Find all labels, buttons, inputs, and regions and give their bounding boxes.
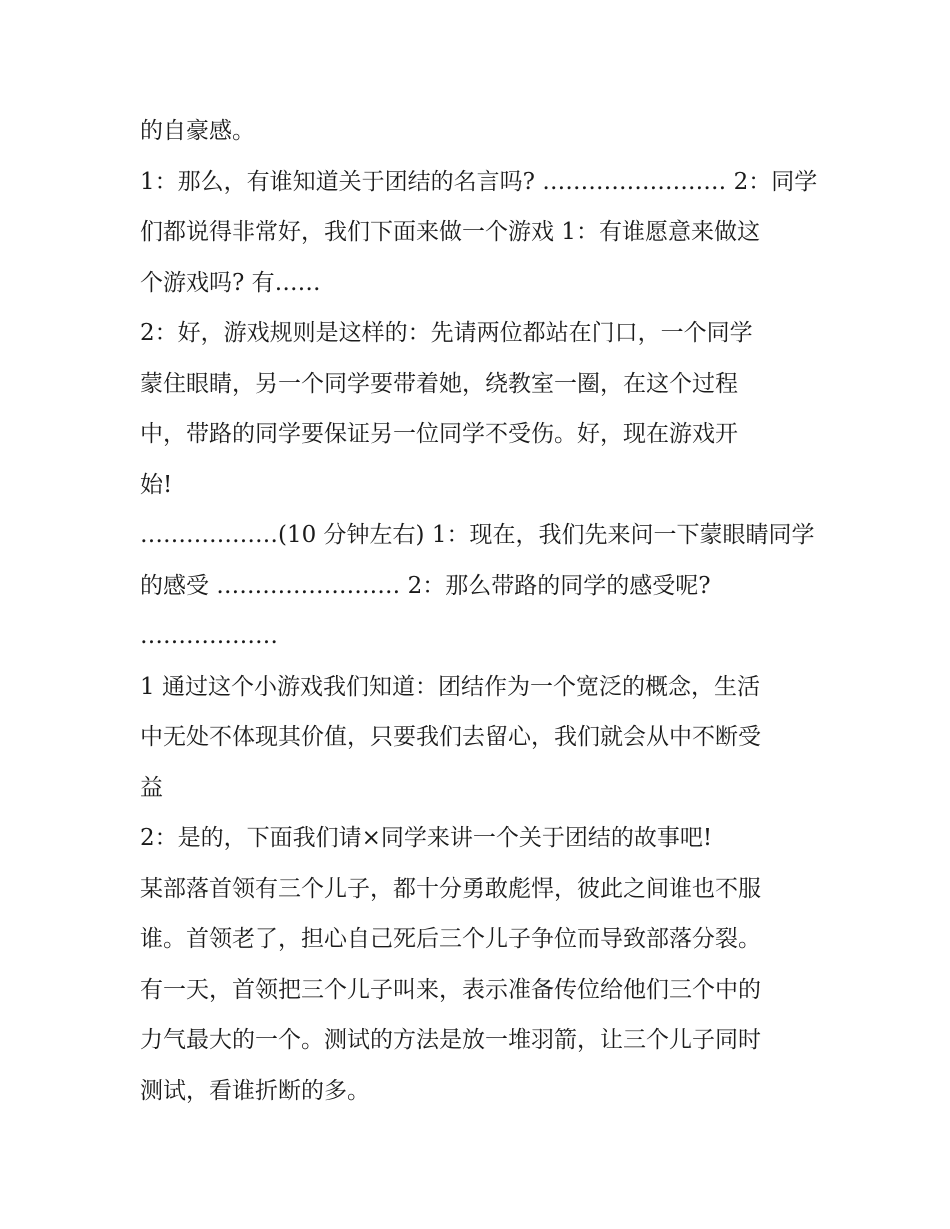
paragraph-story-intro: [140, 813, 820, 864]
text-line: 力气最大的一个。测试的方法是放一堆羽箭，让三个儿子同时: [140, 1027, 761, 1053]
text-line: 们都说得非常好，我们下面来做一个游戏 1：有谁愿意来做这: [140, 219, 760, 245]
document-body: [140, 106, 820, 1116]
paragraph-quotes-game-intro: [140, 157, 820, 309]
text-line: 2：好，游戏规则是这样的：先请两位都站在门口，一个同学: [140, 320, 753, 346]
text-line: 某部落首领有三个儿子，都十分勇敢彪悍，彼此之间谁也不服: [140, 875, 761, 902]
paragraph-game-rules: [140, 308, 820, 510]
text-line: 中，带路的同学要保证另一位同学不受伤。好，现在游戏开: [140, 421, 738, 447]
paragraph-lesson: [140, 662, 820, 814]
text-line: 有一天，首领把三个儿子叫来，表示准备传位给他们三个中的: [140, 976, 761, 1003]
text-line: 个游戏吗? 有……: [140, 269, 321, 296]
text-line: 2：是的，下面我们请×同学来讲一个关于团结的故事吧!: [140, 825, 713, 851]
text-line: 的感受 …………………… 2：那么带路的同学的感受呢?: [140, 572, 711, 599]
text-line: 谁。首领老了，担心自己死后三个儿子争位而导致部落分裂。: [140, 926, 761, 952]
text-line: 1：那么，有谁知道关于团结的名言吗? …………………… 2：同学: [140, 168, 818, 195]
paragraph-pride: [140, 106, 820, 157]
text-line: 的自豪感。: [140, 118, 255, 144]
text-line: 测试，看谁折断的多。: [140, 1077, 370, 1104]
text-line: ………………(10 分钟左右) 1：现在，我们先来问一下蒙眼睛同学: [140, 522, 815, 548]
text-line: 益: [140, 774, 163, 801]
paragraph-feelings: [140, 510, 820, 662]
text-line: 蒙住眼睛，另一个同学要带着她，绕教室一圈，在这个过程: [140, 370, 738, 397]
text-line: 1 通过这个小游戏我们知道：团结作为一个宽泛的概念，生活: [140, 673, 760, 700]
paragraph-story: [140, 864, 820, 1117]
text-line: 中无处不体现其价值，只要我们去留心，我们就会从中不断受: [140, 724, 761, 750]
text-line: 始!: [140, 471, 173, 498]
text-line: ………………: [140, 623, 278, 649]
